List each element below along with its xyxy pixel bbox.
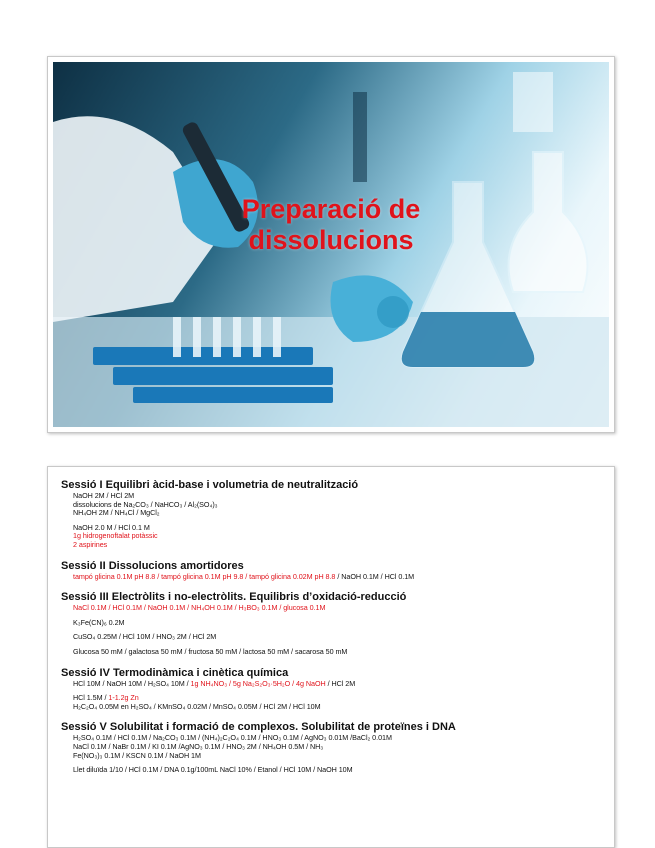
reagent-line [61, 648, 604, 657]
session-2 [61, 560, 604, 582]
reagent-line [61, 633, 604, 642]
sessions-list [61, 479, 604, 778]
laboratory-photo [53, 62, 609, 427]
reagent-text: NaCl 0.1M / HCl 0.1M / NaOH 0.1M / NH₄OH 0.1M / H₃BO₃ 0.1M / glucosa 0.1M [73, 603, 326, 613]
reagent-text: 2 aspirines [73, 539, 108, 549]
reagent-line [61, 532, 604, 541]
reagent-text: Llet diluïda 1/10 / HCl 0.1M / DNA 0.1g/100mL NaCl 10% / Etanol / HCl 10M / NaOH 10M [73, 765, 353, 775]
reagent-text: HCl 1.5M / [73, 693, 109, 703]
reagent-text: dissolucions de Na₂CO₃ / NaHCO₃ / Al₂(SO₄)₃ [73, 499, 218, 509]
reagent-text: Fe(NO₃)₃ 0.1M / KSCN 0.1M / NaOH 1M [73, 750, 201, 760]
title-slide [47, 56, 615, 433]
session-4 [61, 667, 604, 712]
reagent-text: K₃Fe(CN)₆ 0.2M [73, 617, 125, 627]
reagent-text: tampó glicina 0.1M pH 8.8 / tampó glicina 0.1M pH 9.8 / tampó glicina 0.02M pH 8.8 [73, 571, 336, 581]
reagent-line [61, 680, 604, 689]
reagent-line [61, 703, 604, 712]
reagent-text-suffix: / HCl 2M [325, 678, 356, 688]
section-spacer [61, 660, 604, 667]
reagent-line [61, 573, 604, 582]
reagent-line [61, 541, 604, 550]
section-spacer [61, 584, 604, 591]
reagent-text: 1g hidrogenoftalat potàssic [73, 531, 158, 541]
reagent-line [61, 752, 604, 761]
reagent-text: NaOH 2.0 M / HCl 0.1 M [73, 522, 150, 532]
reagent-text: CuSO₄ 0.25M / HCl 10M / HNO₃ 2M / HCl 2M [73, 632, 217, 642]
reagent-line [61, 604, 604, 613]
reagent-text: HCl 10M / NaOH 10M / H₂SO₄ 10M / [73, 678, 191, 688]
session-title: Sessió IV Termodinàmica i cinètica química [61, 666, 289, 679]
section-spacer [61, 714, 604, 721]
reagent-text-highlight: 1g NH₄NO₃ / 5g Na₂S₂O₃·5H₂O / 4g NaOH [190, 678, 326, 688]
reagent-text-highlight: 1-1.2g Zn [108, 693, 139, 703]
slide-title-line-2: dissolucions [248, 225, 414, 255]
reagent-text: H₂C₂O₄ 0.05M en H₂SO₄ / KMnSO₄ 0.02M / MnSO₄ 0.05M / HCl 2M / HCl 10M [73, 701, 321, 711]
reagent-text: NaOH 2M / HCl 2M [73, 491, 135, 500]
reagent-text-suffix: / NaOH 0.1M / HCl 0.1M [335, 571, 415, 581]
slide-title [53, 194, 609, 256]
session-3 [61, 591, 604, 656]
slide-title-line-1: Preparació de [241, 194, 421, 224]
session-1 [61, 479, 604, 550]
reagent-line [61, 619, 604, 628]
reagent-text: NH₄OH 2M / NH₄Cl / MgCl₂ [73, 508, 160, 518]
session-5 [61, 721, 604, 774]
session-title: Sessió V Solubilitat i formació de complexos. Solubilitat de proteïnes i DNA [61, 721, 456, 734]
sessions-slide [47, 466, 615, 848]
reagent-text: Glucosa 50 mM / galactosa 50 mM / fructosa 50 mM / lactosa 50 mM / sacarosa 50 mM [73, 646, 348, 656]
reagent-text: H₂SO₄ 0.1M / HCl 0.1M / Na₂CO₃ 0.1M / (NH₄)₂C₂O₄ 0.1M / HNO₃ 0.1M / AgNO₃ 0.01M /BaCl₂ 0.01M [73, 733, 392, 743]
reagent-text: NaCl 0.1M / NaBr 0.1M / KI 0.1M /AgNO₃ 0.1M / HNO₃ 2M / NH₄OH 0.5M / NH₃ [73, 741, 324, 751]
session-title: Sessió III Electròlits i no-electròlits. Equilibris d’oxidació-reducció [61, 591, 407, 604]
section-spacer [61, 553, 604, 560]
reagent-line [61, 766, 604, 775]
reagent-line [61, 509, 604, 518]
session-title: Sessió II Dissolucions amortidores [61, 559, 244, 572]
session-title: Sessió I Equilibri àcid-base i volumetria de neutralització [61, 479, 359, 491]
